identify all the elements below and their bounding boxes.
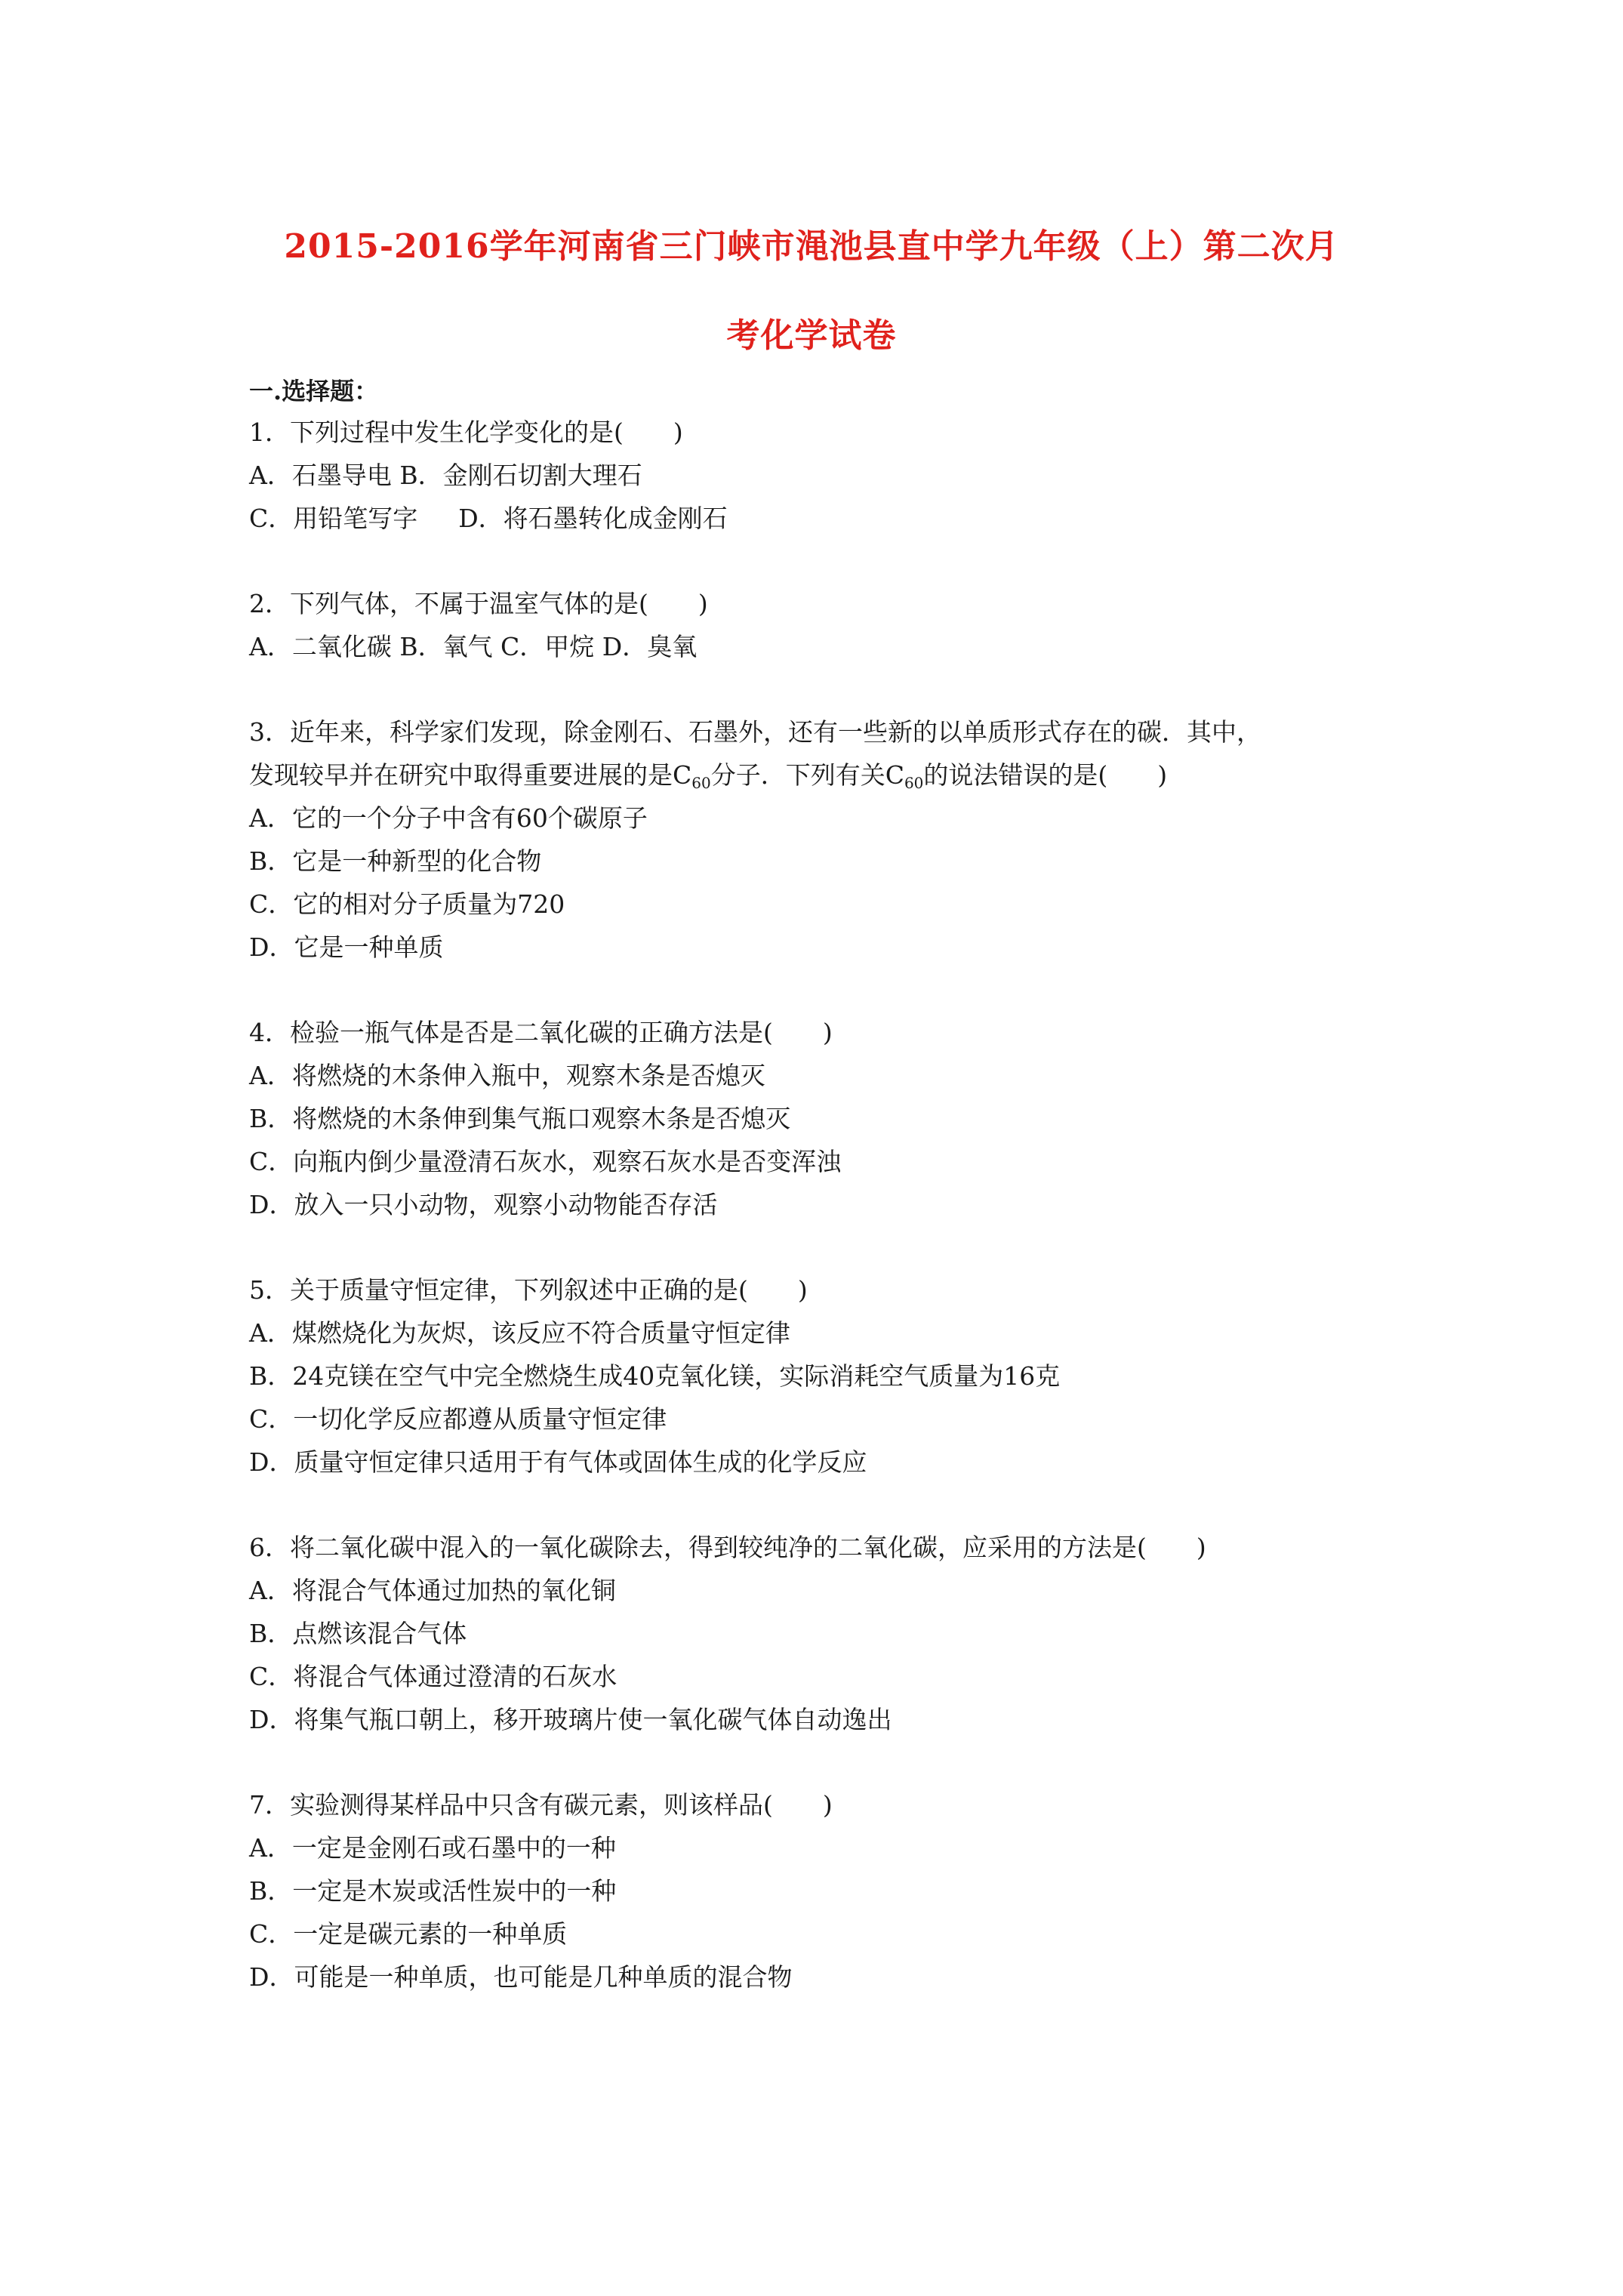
- question-2-stem: 2．下列气体，不属于温室气体的是( ): [249, 589, 708, 618]
- question-4-option-d: D．放入一只小动物，观察小动物能否存活: [249, 1190, 718, 1219]
- question-4-option-c: C．向瓶内倒少量澄清石灰水，观察石灰水是否变浑浊: [249, 1147, 842, 1176]
- question-3-stem-part-b: 分子．下列有关C: [710, 760, 904, 790]
- question-3-option-d: D．它是一种单质: [249, 932, 444, 962]
- section-heading: 一.选择题：: [249, 377, 379, 405]
- question-5-option-a: A．煤燃烧化为灰烬，该反应不符合质量守恒定律: [249, 1318, 790, 1348]
- exam-title-line1: 2015-2016学年河南省三门峡市渑池县直中学九年级（上）第二次月: [284, 227, 1339, 266]
- question-5-option-d: D．质量守恒定律只适用于有气体或固体生成的化学反应: [249, 1447, 867, 1477]
- question-3-option-b: B．它是一种新型的化合物: [249, 846, 542, 876]
- c60-subscript: 60: [904, 774, 924, 792]
- question-3-stem-part-c: 的说法错误的是( ): [923, 760, 1168, 790]
- question-7-option-c: C．一定是碳元素的一种单质: [249, 1919, 568, 1949]
- question-2-options: A．二氧化碳 B．氧气 C．甲烷 D．臭氧: [249, 632, 698, 661]
- question-4-option-b: B．将燃烧的木条伸到集气瓶口观察木条是否熄灭: [249, 1104, 791, 1133]
- question-3-option-c: C．它的相对分子质量为720: [249, 889, 565, 919]
- question-6-option-d: D．将集气瓶口朝上，移开玻璃片使一氧化碳气体自动逸出: [249, 1705, 892, 1734]
- exam-title-line2: 考化学试卷: [726, 316, 897, 355]
- question-1-option-cd: C．用铅笔写字 D．将石墨转化成金刚石: [249, 504, 728, 533]
- question-6-option-a: A．将混合气体通过加热的氧化铜: [249, 1576, 616, 1605]
- question-6-option-c: C．将混合气体通过澄清的石灰水: [249, 1662, 617, 1691]
- question-3-stem-line1: 3．近年来，科学家们发现，除金刚石、石墨外，还有一些新的以单质形式存在的碳．其中，: [249, 717, 1261, 747]
- question-7-stem: 7．实验测得某样品中只含有碳元素，则该样品( ): [249, 1790, 833, 1820]
- question-3-stem-line2: [249, 760, 1167, 791]
- question-5-option-c: C．一切化学反应都遵从质量守恒定律: [249, 1404, 667, 1434]
- question-5-option-b: B．24克镁在空气中完全燃烧生成40克氧化镁，实际消耗空气质量为16克: [249, 1361, 1061, 1391]
- c60-subscript: 60: [691, 774, 711, 792]
- question-4-stem: 4．检验一瓶气体是否是二氧化碳的正确方法是( ): [249, 1018, 833, 1047]
- question-6-stem: 6．将二氧化碳中混入的一氧化碳除去，得到较纯净的二氧化碳，应采用的方法是( ): [249, 1533, 1206, 1562]
- question-3-option-a: A．它的一个分子中含有60个碳原子: [249, 803, 648, 833]
- question-4-option-a: A．将燃烧的木条伸入瓶中，观察木条是否熄灭: [249, 1061, 765, 1090]
- question-3-stem-part-a: 发现较早并在研究中取得重要进展的是C: [249, 760, 692, 790]
- question-7-option-a: A．一定是金刚石或石墨中的一种: [249, 1833, 616, 1863]
- question-1-option-ab: A．石墨导电 B．金刚石切割大理石: [249, 461, 642, 490]
- question-7-option-b: B．一定是木炭或活性炭中的一种: [249, 1876, 617, 1906]
- question-1-stem: 1．下列过程中发生化学变化的是( ): [249, 418, 683, 447]
- question-6-option-b: B．点燃该混合气体: [249, 1619, 467, 1648]
- question-7-option-d: D．可能是一种单质，也可能是几种单质的混合物: [249, 1962, 793, 1992]
- question-5-stem: 5．关于质量守恒定律，下列叙述中正确的是( ): [249, 1275, 808, 1305]
